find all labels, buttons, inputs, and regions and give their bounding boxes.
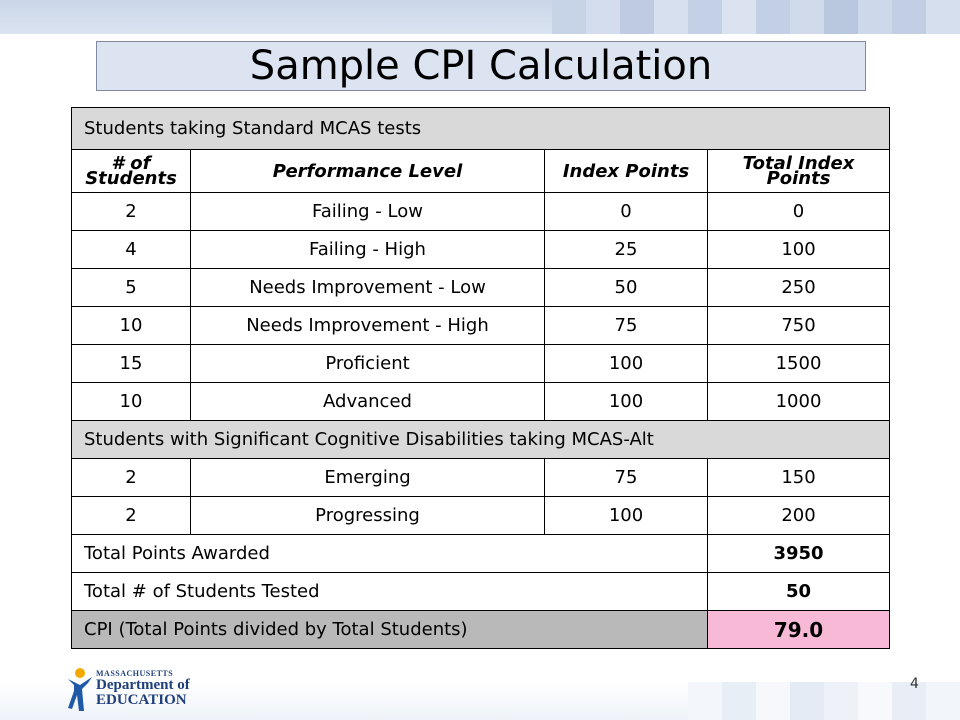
total-points-value: 3950: [708, 535, 890, 573]
header-row: [72, 150, 890, 193]
table-row: [72, 459, 890, 497]
header-num-students: # of Students: [72, 150, 191, 193]
cell-index: 75: [545, 307, 708, 345]
bottom-decoration: [688, 682, 960, 720]
cell-total: 200: [708, 497, 890, 535]
table-row: [72, 497, 890, 535]
cpi-label: CPI (Total Points divided by Total Students): [72, 611, 708, 649]
cell-index: 25: [545, 231, 708, 269]
total-points-row: [72, 535, 890, 573]
cell-total: 100: [708, 231, 890, 269]
cell-index: 0: [545, 193, 708, 231]
cell-total: 150: [708, 459, 890, 497]
total-students-value: 50: [708, 573, 890, 611]
cell-level: Progressing: [191, 497, 545, 535]
total-students-row: [72, 573, 890, 611]
total-points-label: Total Points Awarded: [72, 535, 708, 573]
cell-total: 750: [708, 307, 890, 345]
cell-total: 1500: [708, 345, 890, 383]
section-alt: [72, 421, 890, 459]
cell-students: 4: [72, 231, 191, 269]
table-row: [72, 193, 890, 231]
cell-total: 250: [708, 269, 890, 307]
header-total-index-points: Total Index Points: [708, 150, 890, 193]
page-number: 4: [910, 676, 919, 692]
cell-index: 100: [545, 345, 708, 383]
slide-title: Sample CPI Calculation: [96, 41, 866, 91]
cell-level: Failing - Low: [191, 193, 545, 231]
cell-total: 1000: [708, 383, 890, 421]
cpi-value: 79.0: [708, 611, 890, 649]
cell-index: 100: [545, 383, 708, 421]
cell-students: 10: [72, 307, 191, 345]
cell-level: Proficient: [191, 345, 545, 383]
cell-students: 15: [72, 345, 191, 383]
cell-students: 2: [72, 497, 191, 535]
table-row: [72, 345, 890, 383]
total-students-label: Total # of Students Tested: [72, 573, 708, 611]
section-standard-label: Students taking Standard MCAS tests: [72, 108, 890, 150]
cell-total: 0: [708, 193, 890, 231]
cpi-row: [72, 611, 890, 649]
dept-education-logo: [66, 665, 226, 713]
table-row: [72, 307, 890, 345]
header-performance-level: Performance Level: [191, 150, 545, 193]
cell-students: 10: [72, 383, 191, 421]
cell-students: 2: [72, 459, 191, 497]
table-row: [72, 231, 890, 269]
figure-logo-icon: [66, 665, 96, 713]
cell-index: 100: [545, 497, 708, 535]
cell-index: 75: [545, 459, 708, 497]
top-decoration: [552, 0, 960, 34]
cell-level: Needs Improvement - Low: [191, 269, 545, 307]
section-alt-label: Students with Significant Cognitive Disabilities taking MCAS-Alt: [72, 421, 890, 459]
cell-level: Emerging: [191, 459, 545, 497]
logo-line-3: EDUCATION: [96, 692, 187, 708]
cell-index: 50: [545, 269, 708, 307]
section-standard: [72, 108, 890, 150]
cpi-table: [71, 107, 890, 649]
cell-students: 2: [72, 193, 191, 231]
cell-students: 5: [72, 269, 191, 307]
cell-level: Needs Improvement - High: [191, 307, 545, 345]
logo-line-1: MASSACHUSETTS: [96, 669, 174, 678]
table-row: [72, 269, 890, 307]
table-row: [72, 383, 890, 421]
header-index-points: Index Points: [545, 150, 708, 193]
cell-level: Advanced: [191, 383, 545, 421]
logo-line-2: Department of: [96, 677, 190, 693]
cell-level: Failing - High: [191, 231, 545, 269]
